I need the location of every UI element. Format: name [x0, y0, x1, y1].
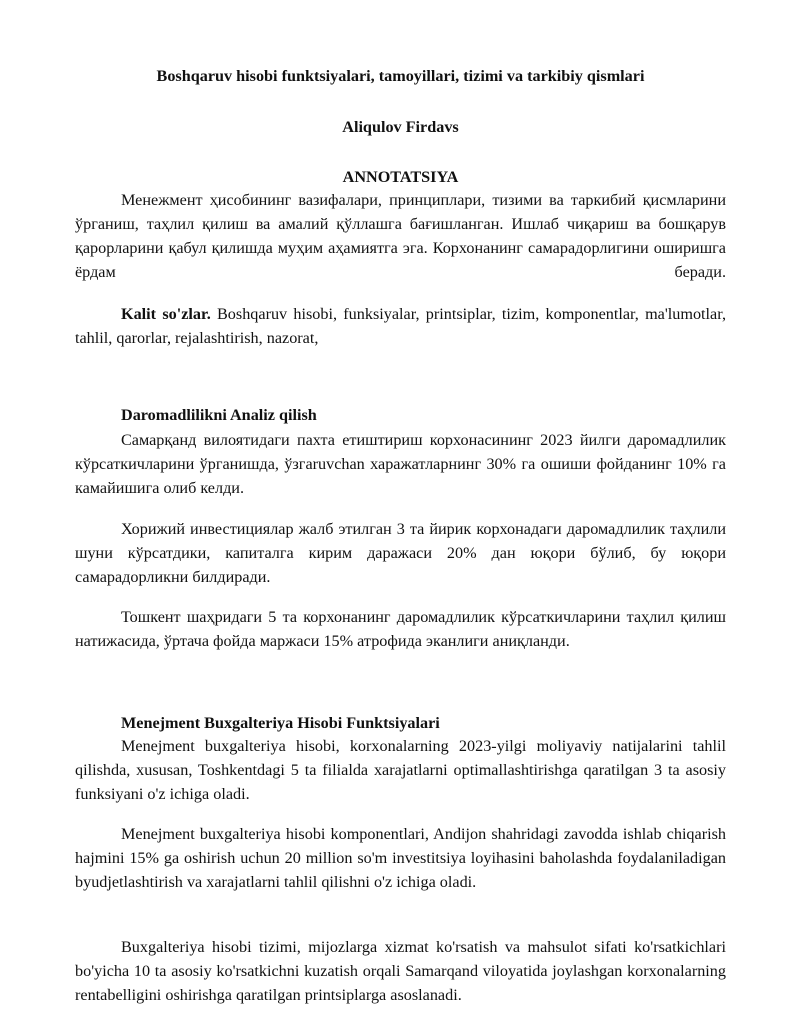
annotation-paragraph: Менежмент ҳисобининг вазифалари, принциплари, тизими ва таркибий қисмларини ўрганиш, таҳлил қилиш ва амалий қўллашга бағишланган. Ишлаб чиқариш ва бошқарув қарорларини қабул қилишда муҳим аҳамиятга эга. Корхонанинг самарадорлигини оширишга ёрдам беради. [75, 191, 726, 281]
keywords-label: Kalit so'zlar. [121, 305, 211, 323]
annotation-heading: ANNOTATSIYA [342, 168, 459, 186]
keywords-text: Boshqaruv hisobi, funksiyalar, printsiplar, tizim, komponentlar, ma'lumotlar, tahlil, qarorlar, rejalashtirish, nazorat, [75, 305, 727, 347]
section2-paragraph: Menejment buxgalteriya hisobi komponentlari, Andijon shahridagi zavodda ishlab chiqarish hajmini 15% ga oshirish uchun 20 million so'm investitsiya loyihasini baholashda foydalaniladigan byudjetlashtirish va xarajatlarni tahlil qilishni o'z ichiga oladi. [75, 825, 726, 891]
keywords-paragraph [75, 302, 726, 350]
section1-paragraph: Тошкент шаҳридаги 5 та корхонанинг даромадлилик кўрсаткичларини таҳлил қилиш натижасида, ўртача фойда маржаси 15% атрофида эканлиги аниқланди. [75, 608, 726, 650]
section1-paragraph: Хорижий инвестициялар жалб этилган 3 та йирик корхонадаги даромадлилик таҳлили шуни кўрсатдики, капиталга кирим даражаси 20% дан юқори бўлиб, бу юқори самарадорликни билдиради. [75, 520, 726, 586]
section-heading-functions: Menejment Buxgalteriya Hisobi Funktsiyalari [121, 714, 440, 732]
paper-title: Boshqaruv hisobi funktsiyalari, tamoyillari, tizimi va tarkibiy qismlari [156, 67, 645, 85]
section2-paragraph: Buxgalteriya hisobi tizimi, mijozlarga xizmat ko'rsatish va mahsulot sifati ko'rsatkichlari bo'yicha 10 ta asosiy ko'rsatkichni kuzatish orqali Samarqand viloyatida joylashgan korxonalarning rentabelligini oshirishga qaratilgan printsiplarga asoslanadi. [75, 938, 726, 1004]
author-name: Aliqulov Firdavs [342, 118, 459, 136]
section1-paragraph: Самарқанд вилоятидаги пахта етиштириш корхонасининг 2023 йилги даромадлилик кўрсаткичларини ўрганишда, ўзгаruvchan харажатларнинг 30% га ошиши фойданинг 10% га камайишига олиб келди. [75, 431, 726, 497]
section-heading-profitability: Daromadlilikni Analiz qilish [121, 406, 317, 424]
section2-paragraph: Menejment buxgalteriya hisobi, korxonalarning 2023-yilgi moliyaviy natijalarini tahlil qilishda, xususan, Toshkentdagi 5 ta filialda xarajatlarni optimallashtirishga qaratilgan 3 ta asosiy funksiyani o'z ichiga oladi. [75, 737, 726, 803]
